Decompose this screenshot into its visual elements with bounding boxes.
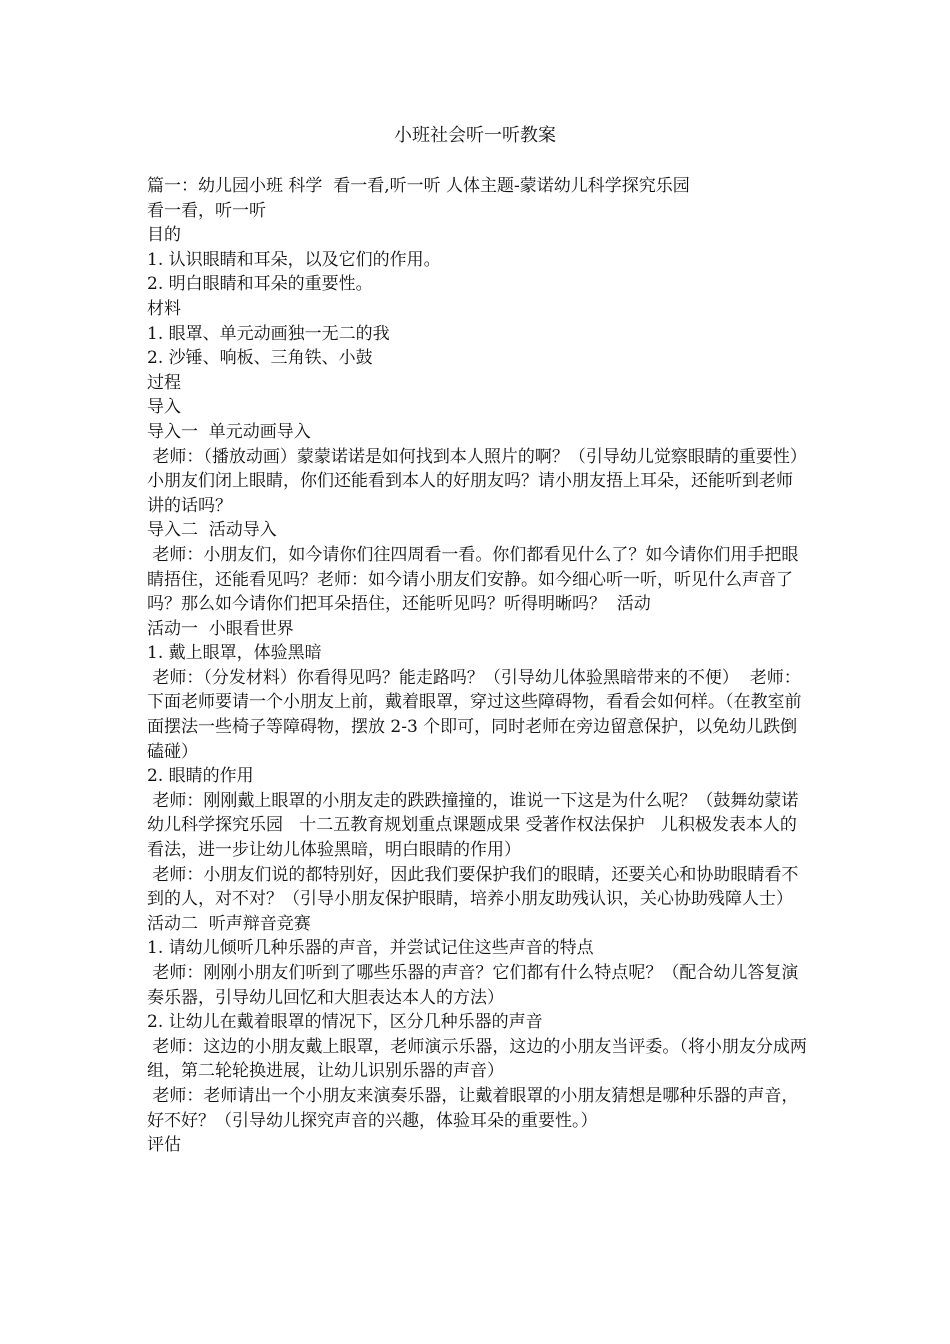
section-heading: 评估 [147,1135,181,1156]
list-item: 1. 认识眼睛和耳朵，以及它们的作用。 [147,249,441,270]
list-item: 2. 眼睛的作用 [147,766,254,787]
list-item: 2. 沙锤、响板、三角铁、小鼓 [147,348,373,369]
paragraph: 篇一：幼儿园小班 科学 看一看,听一听 人体主题-蒙诺幼儿科学探究乐园 [147,176,690,196]
list-item: 2. 让幼儿在戴着眼罩的情况下，区分几种乐器的声音 [147,1012,543,1033]
paragraph: 老师：（播放动画）蒙蒙诺诺是如何找到本人照片的啊？（引导幼儿觉察眼睛的重要性）小朋友们闭上眼睛，你们还能看到本人的好朋友吗？请小朋友捂上耳朵，还能听到老师讲的话吗？ [147,446,807,516]
paragraph: 老师：（分发材料）你看得见吗？能走路吗？（引导幼儿体验黑暗带来的不便） 老师：下面老师要请一个小朋友上前，戴着眼罩，穿过这些障碍物，看看会如何样。（在教室前面摆法一些椅子等障碍物，摆放 2-3 个即可，同时老师在旁边留意保护，以免幼儿跌倒磕碰） [147,667,802,762]
subsection-heading: 活动一 小眼看世界 [147,618,294,639]
section-heading: 过程 [147,372,181,393]
paragraph: 老师：小朋友们说的都特别好，因此我们要保护我们的眼睛，还要关心和协助眼睛看不到的人，对不对？（引导小朋友保护眼睛，培养小朋友助残认识，关心协助残障人士） [147,864,799,910]
subsection-heading: 活动二 听声辩音竞赛 [147,913,311,934]
list-item: 2. 明白眼睛和耳朵的重要性。 [147,274,373,295]
list-item: 1. 戴上眼罩，体验黑暗 [147,643,322,664]
paragraph: 老师：老师请出一个小朋友来演奏乐器，让戴着眼罩的小朋友猜想是哪种乐器的声音，好不好？（引导幼儿探究声音的兴趣，体验耳朵的重要性。） [147,1085,799,1131]
subsection-heading: 导入一 单元动画导入 [147,421,311,442]
paragraph: 老师：刚刚小朋友们听到了哪些乐器的声音？它们都有什么特点呢？（配合幼儿答复演奏乐器，引导幼儿回忆和大胆表达本人的方法） [147,963,799,1008]
document-body [147,174,807,1158]
list-item: 1. 眼罩、单元动画独一无二的我 [147,323,390,344]
paragraph: 老师：小朋友们，如今请你们往四周看一看。你们都看见什么了？如今请你们用手把眼睛捂住，还能看见吗？老师：如今请小朋友们安静。如今细心听一听，听见什么声音了吗？那么如今请你们把耳朵捂住，还能听见吗？听得明晰吗？ 活动 [147,544,799,615]
section-heading: 目的 [147,225,181,246]
document-title: 小班社会听一听教案 [394,125,556,146]
paragraph: 看一看，听一听 [147,200,266,221]
paragraph: 老师：刚刚戴上眼罩的小朋友走的跌跌撞撞的，谁说一下这是为什么呢？（鼓舞幼蒙诺幼儿科学探究乐园 十二五教育规划重点课题成果 受著作权法保护 儿积极发表本人的看法，进一步让幼儿体验黑暗，明白眼睛的作用） [147,790,799,861]
subsection-heading: 导入二 活动导入 [147,520,277,541]
section-heading: 导入 [147,397,181,418]
list-item: 1. 请幼儿倾听几种乐器的声音，并尝试记住这些声音的特点 [147,938,594,959]
section-heading: 材料 [147,298,181,319]
paragraph: 老师：这边的小朋友戴上眼罩，老师演示乐器，这边的小朋友当评委。（将小朋友分成两组，第二轮轮换进展，让幼儿识别乐器的声音） [147,1036,807,1082]
